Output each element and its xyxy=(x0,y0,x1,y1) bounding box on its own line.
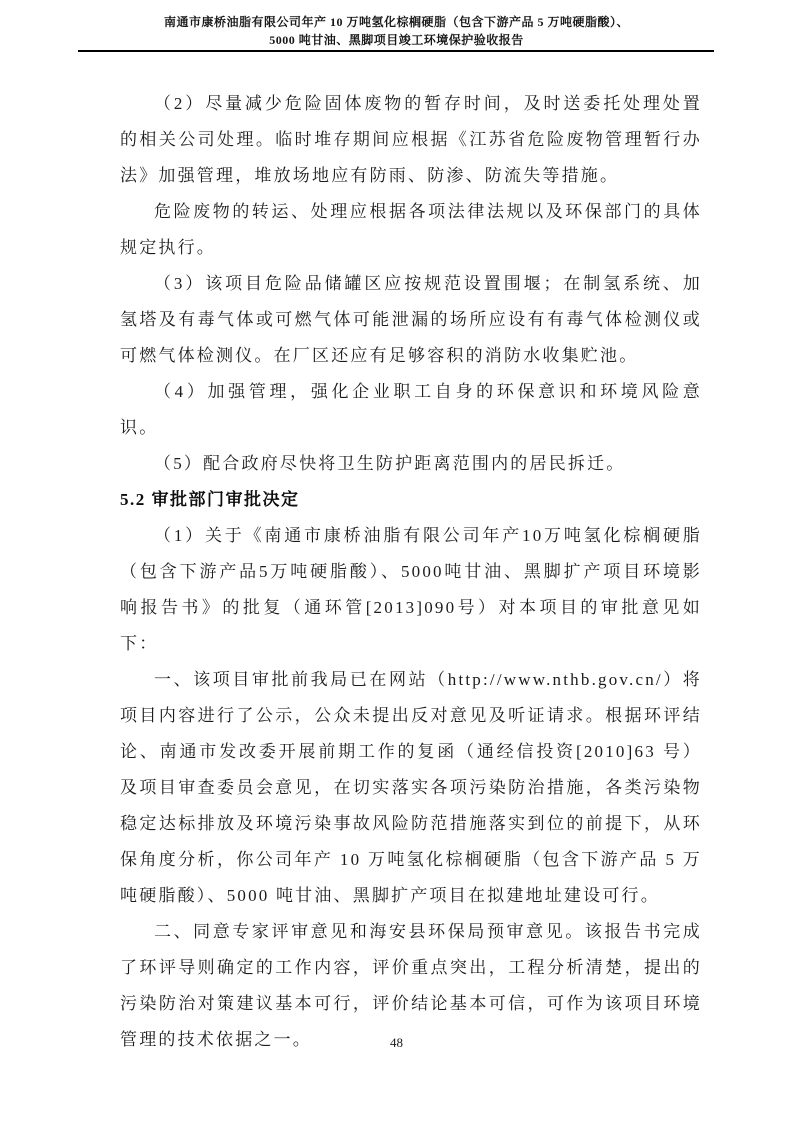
document-body xyxy=(120,86,702,1058)
section-heading: 5.2 审批部门审批决定 xyxy=(120,490,300,509)
page-footer xyxy=(0,1034,793,1052)
paragraph: 二、同意专家评审意见和海安县环保局预审意见。该报告书完成了环评导则确定的工作内容，评价重点突出，工程分析清楚，提出的污染防治对策建议基本可行，评价结论基本可信，可作为该项目环境管理的技术依据之一。 xyxy=(120,922,702,1049)
page-number: 48 xyxy=(390,1035,403,1050)
header-divider xyxy=(78,50,714,52)
paragraph: （3）该项目危险品储罐区应按规范设置围堰；在制氢系统、加氢塔及有毒气体或可燃气体可能泄漏的场所应设有有毒气体检测仪或可燃气体检测仪。在厂区还应有足够容积的消防水收集贮池。 xyxy=(120,274,702,365)
header-title-line1: 南通市康桥油脂有限公司年产 10 万吨氢化棕榈硬脂（包含下游产品 5 万吨硬脂酸）、 xyxy=(163,15,629,29)
paragraph: （2）尽量减少危险固体废物的暂存时间，及时送委托处理处置的相关公司处理。临时堆存期间应根据《江苏省危险废物管理暂行办法》加强管理，堆放场地应有防雨、防渗、防流失等措施。 xyxy=(120,94,702,185)
paragraph: （5）配合政府尽快将卫生防护距离范围内的居民拆迁。 xyxy=(154,454,626,473)
paragraph: （1）关于《南通市康桥油脂有限公司年产10万吨氢化棕榈硬脂（包含下游产品5万吨硬脂酸）、5000吨甘油、黑脚扩产项目环境影响报告书》的批复（通环管[2013]090号）对本项目的审批意见如下： xyxy=(120,526,702,653)
page-header xyxy=(40,13,753,49)
header-title-line2: 5000 吨甘油、黑脚项目竣工环境保护验收报告 xyxy=(269,33,524,47)
paragraph: 一、该项目审批前我局已在网站（http://www.nthb.gov.cn/）将项目内容进行了公示，公众未提出反对意见及听证请求。根据环评结论、南通市发改委开展前期工作的复函（通经信投资[2010]63 号）及项目审查委员会意见，在切实落实各项污染防治措施，各类污染物稳定达标排放及环境污染事故风险防范措施落实到位的前提下，从环保角度分析，你公司年产 10 万吨氢化棕榈硬脂（包含下游产品 5 万吨硬脂酸）、5000 吨甘油、黑脚扩产项目在拟建地址建设可行。 xyxy=(120,670,702,905)
paragraph: 危险废物的转运、处理应根据各项法律法规以及环保部门的具体规定执行。 xyxy=(120,202,702,257)
paragraph: （4）加强管理，强化企业职工自身的环保意识和环境风险意识。 xyxy=(120,382,702,437)
